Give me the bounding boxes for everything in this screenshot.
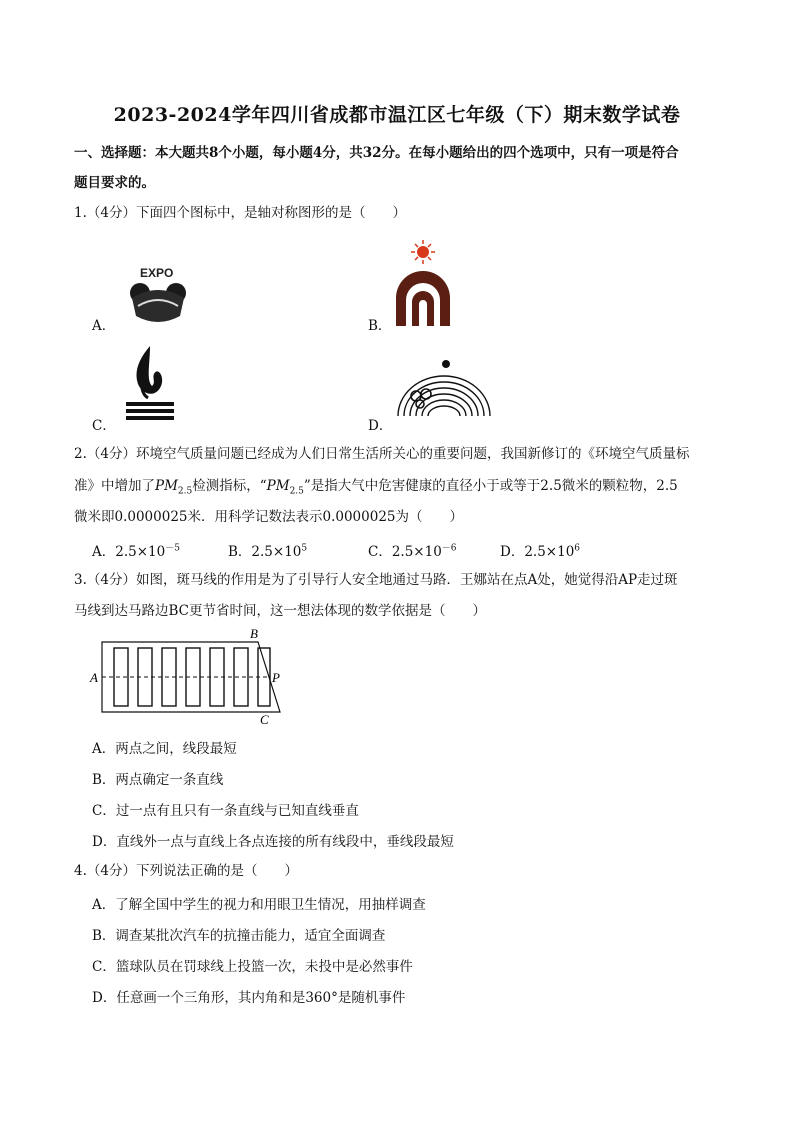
section-heading-line2: 题目要求的。 — [74, 175, 155, 191]
q1-stem: 1.（4分）下面四个图标中，是轴对称图形的是（ ） — [74, 205, 406, 221]
red-sun-icon — [417, 246, 429, 258]
q2-option-c: C．$2.5\times 10^{-6}$ — [368, 543, 457, 560]
q2-line3: 微米即0.0000025米．用科学记数法表示0.0000025为（ ） — [74, 509, 464, 525]
q2-line2-post: ”是指大气中危害健康的直径小于或等于2.5微米的颗粒物，2.5 — [303, 478, 678, 494]
q2-line1: 2.（4分）环境空气质量问题已经成为人们日常生活所关心的重要问题，我国新修订的《环境空气质量标 — [74, 446, 690, 462]
q1-option-a-label: A． — [92, 318, 116, 334]
expo-logo-text: EXPO — [140, 266, 174, 280]
pm-symbol-1: PM — [155, 478, 178, 494]
stripe-2 — [126, 409, 174, 413]
q2-line2 — [74, 476, 678, 502]
pm-subscript-1: 2.5 — [177, 486, 193, 497]
pm-symbol-2: PM — [266, 478, 290, 494]
q2-option-b: B．$2.5\times 10^5$ — [228, 543, 308, 560]
q3-line1: 3.（4分）如图，斑马线的作用是为了引导行人安全地通过马路．王娜站在点A处，她觉得沿AP走过斑 — [74, 572, 678, 588]
pm-subscript-2: 2.5 — [289, 486, 304, 497]
point-a-label: A — [90, 670, 98, 685]
crosswalk-diagram — [88, 624, 298, 728]
q3-option-a: A．两点之间，线段最短 — [92, 741, 237, 757]
flame-logo-figure — [120, 344, 180, 424]
page-title: 2023-2024学年四川省成都市温江区七年级（下）期末数学试卷 — [113, 104, 681, 126]
section-heading-line1: 一、选择题：本大题共8个小题，每小题4分，共32分。在每小题给出的四个选项中，只有一项是符合 — [74, 145, 679, 161]
q4-option-a: A．了解全国中学生的视力和用眼卫生情况，用抽样调查 — [92, 897, 426, 913]
q1-option-c-label: C． — [92, 418, 116, 434]
q2-line2-mid: 检测指标，“ — [192, 478, 267, 494]
q4-stem: 4.（4分）下列说法正确的是（ ） — [74, 863, 298, 879]
q2-option-a: A．$2.5\times 10^{-5}$ — [92, 543, 180, 560]
ripple-logo-figure — [394, 354, 494, 420]
sun-arch-logo-figure — [390, 240, 460, 328]
flame-shape — [137, 346, 163, 394]
inner-arch — [412, 291, 434, 326]
q2-line2-pre: 准》中增加了 — [74, 478, 155, 494]
q1-option-b-label: B． — [368, 318, 392, 334]
stripe-1 — [126, 402, 174, 406]
q2-option-d: D．$2.5\times 10^6$ — [500, 543, 581, 560]
q3-option-b: B．两点确定一条直线 — [92, 772, 224, 788]
point-c-label: C — [260, 712, 269, 727]
dot-icon — [442, 360, 450, 368]
q4-option-c: C．篮球队员在罚球线上投篮一次，未投中是必然事件 — [92, 959, 413, 975]
point-b-label: B — [250, 626, 258, 641]
q3-option-d: D．直线外一点与直线上各点连接的所有线段中，垂线段最短 — [92, 834, 454, 850]
stripe-3 — [126, 416, 174, 420]
q3-option-c: C．过一点有且只有一条直线与已知直线垂直 — [92, 803, 359, 819]
q3-line2: 马线到达马路边BC更节省时间，这一想法体现的数学依据是（ ） — [74, 603, 486, 619]
q4-option-d: D．任意画一个三角形，其内角和是360°是随机事件 — [92, 990, 406, 1006]
point-p-label: P — [272, 670, 280, 685]
expo-logo-figure — [118, 262, 198, 328]
q4-option-b: B．调查某批次汽车的抗撞击能力，适宜全面调查 — [92, 928, 386, 944]
q1-option-d-label: D． — [368, 418, 393, 434]
